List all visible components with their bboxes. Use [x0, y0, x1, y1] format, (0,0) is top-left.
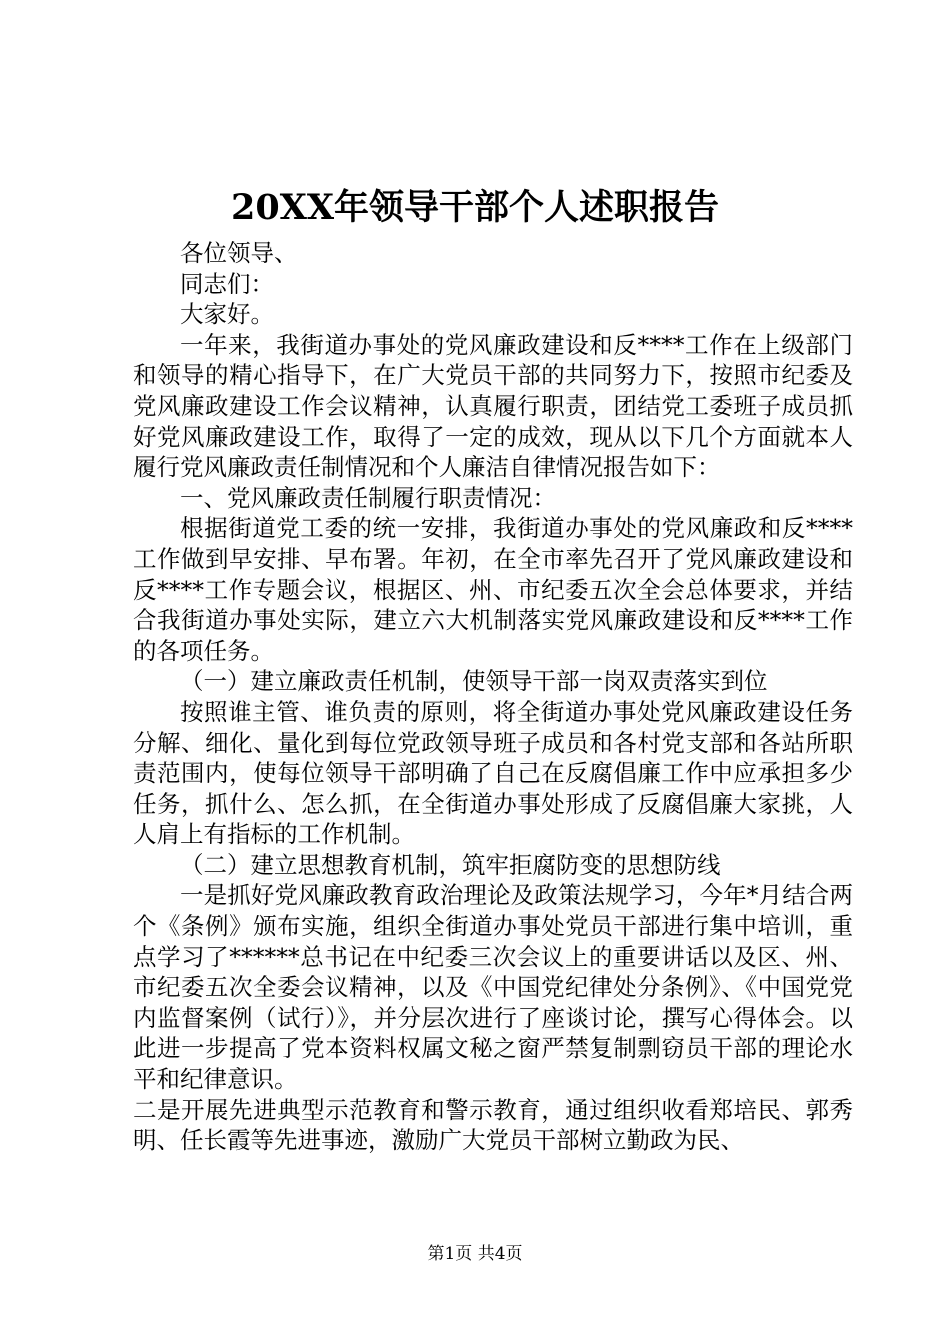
salutation-leaders: 各位领导、: [180, 239, 298, 267]
subsection-2-paragraph-2: 二是开展先进典型示范教育和警示教育，通过组织收看郑培民、郭秀明、任长霞等先进事迹，激励广大党员干部树立勤政为民、: [133, 1095, 853, 1155]
greeting: 大家好。: [180, 300, 274, 329]
subsection-heading-1: （一）建立廉政责任机制，使领导干部一岗双责落实到位: [180, 667, 768, 696]
salutation-comrades: 同志们：: [180, 269, 274, 298]
subsection-1-paragraph: 按照谁主管、谁负责的原则，将全街道办事处党风廉政建设任务分解、细化、量化到每位党政领导班子成员和各村党支部和各站所职责范围内，使每位领导干部明确了自己在反腐倡廉工作中应承担多少任务，抓什么、怎么抓，在全街道办事处形成了反腐倡廉大家挑，人人肩上有指标的工作机制。: [133, 697, 853, 849]
subsection-heading-2: （二）建立思想教育机制，筑牢拒腐防变的思想防线: [180, 850, 721, 879]
section-heading-1: 一、党风廉政责任制履行职责情况：: [180, 483, 556, 512]
subsection-2-paragraph-1: 一是抓好党风廉政教育政治理论及政策法规学习，今年*月结合两个《条例》颁布实施，组织全街道办事处党员干部进行集中培训，重点学习了******总书记在中纪委三次会议上的重要讲话以及区、州、市纪委五次全委会议精神，以及《中国党纪律处分条例》、《中国党党内监督案例（试行）》，并分层次进行了座谈讨论，撰写心得体会。以此进一步提高了党本资料权属文秘之窗严禁复制剽窃员干部的理论水平和纪律意识。: [133, 881, 853, 1094]
section-1-paragraph: 根据街道党工委的统一安排，我街道办事处的党风廉政和反****工作做到早安排、早布署。年初，在全市率先召开了党风廉政建设和反****工作专题会议，根据区、州、市纪委五次全会总体要求，并结合我街道办事处实际，建立六大机制落实党风廉政建设和反****工作的各项任务。: [133, 514, 853, 665]
document-body: [133, 238, 853, 1156]
intro-paragraph: 一年来，我街道办事处的党风廉政建设和反****工作在上级部门和领导的精心指导下，在广大党员干部的共同努力下，按照市纪委及党风廉政建设工作会议精神，认真履行职责，团结党工委班子成员抓好党风廉政建设工作，取得了一定的成效，现从以下几个方面就本人履行党风廉政责任制情况和个人廉洁自律情况报告如下：: [133, 330, 853, 482]
page-footer: 第1页 共4页: [427, 1244, 523, 1264]
document-title: 20XX年领导干部个人述职报告: [230, 187, 720, 228]
